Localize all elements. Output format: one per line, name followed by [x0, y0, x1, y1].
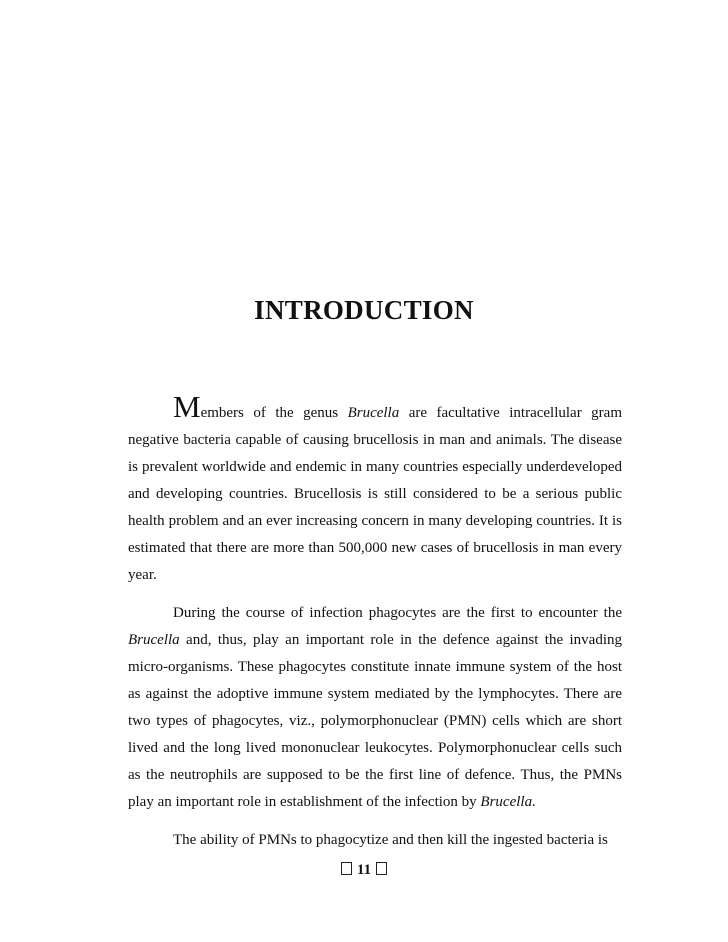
body-text [128, 389, 622, 865]
right-bracket-icon [376, 862, 387, 875]
page-title: INTRODUCTION [254, 295, 474, 325]
paragraph [128, 389, 622, 589]
paragraph [128, 827, 622, 854]
text-segment: During the course of infection phagocytes are the first to encounter the [173, 605, 622, 621]
page-number: 11 [356, 862, 372, 878]
text-segment: The ability of PMNs to phagocytize and then kill the ingested bacteria is [173, 832, 608, 848]
italic-text: Brucella [347, 405, 400, 421]
italic-text: Brucella. [480, 794, 536, 810]
text-segment: embers of the genus [200, 405, 348, 421]
left-bracket-icon [341, 862, 352, 875]
drop-cap: M [173, 389, 201, 424]
text-segment: and, thus, play an important role in the defence against the invading micro-organisms. These phagocytes constitute innate immune system of the host as against the adoptive immune system mediated by the lymphocytes. There are two types of phagocytes, viz., polymorphonuclear (PMN) cells which are short lived and the long lived mononuclear leukocytes. Polymorphonuclear cells such as the neutrophils are supposed to be the first line of defence. Thus, the PMNs play an important role in establishment of the infection by [128, 632, 622, 810]
paragraph [128, 600, 622, 816]
text-segment: are facultative intracellular gram negative bacteria capable of causing brucellosis in man and animals. The disease is prevalent worldwide and endemic in many countries especially underdeveloped and developing countries. Brucellosis is still considered to be a serious public health problem and an ever increasing concern in many developing countries. It is estimated that there are more than 500,000 new cases of brucellosis in man every year. [128, 405, 622, 583]
italic-text: Brucella [128, 632, 180, 648]
page-footer [0, 862, 728, 879]
